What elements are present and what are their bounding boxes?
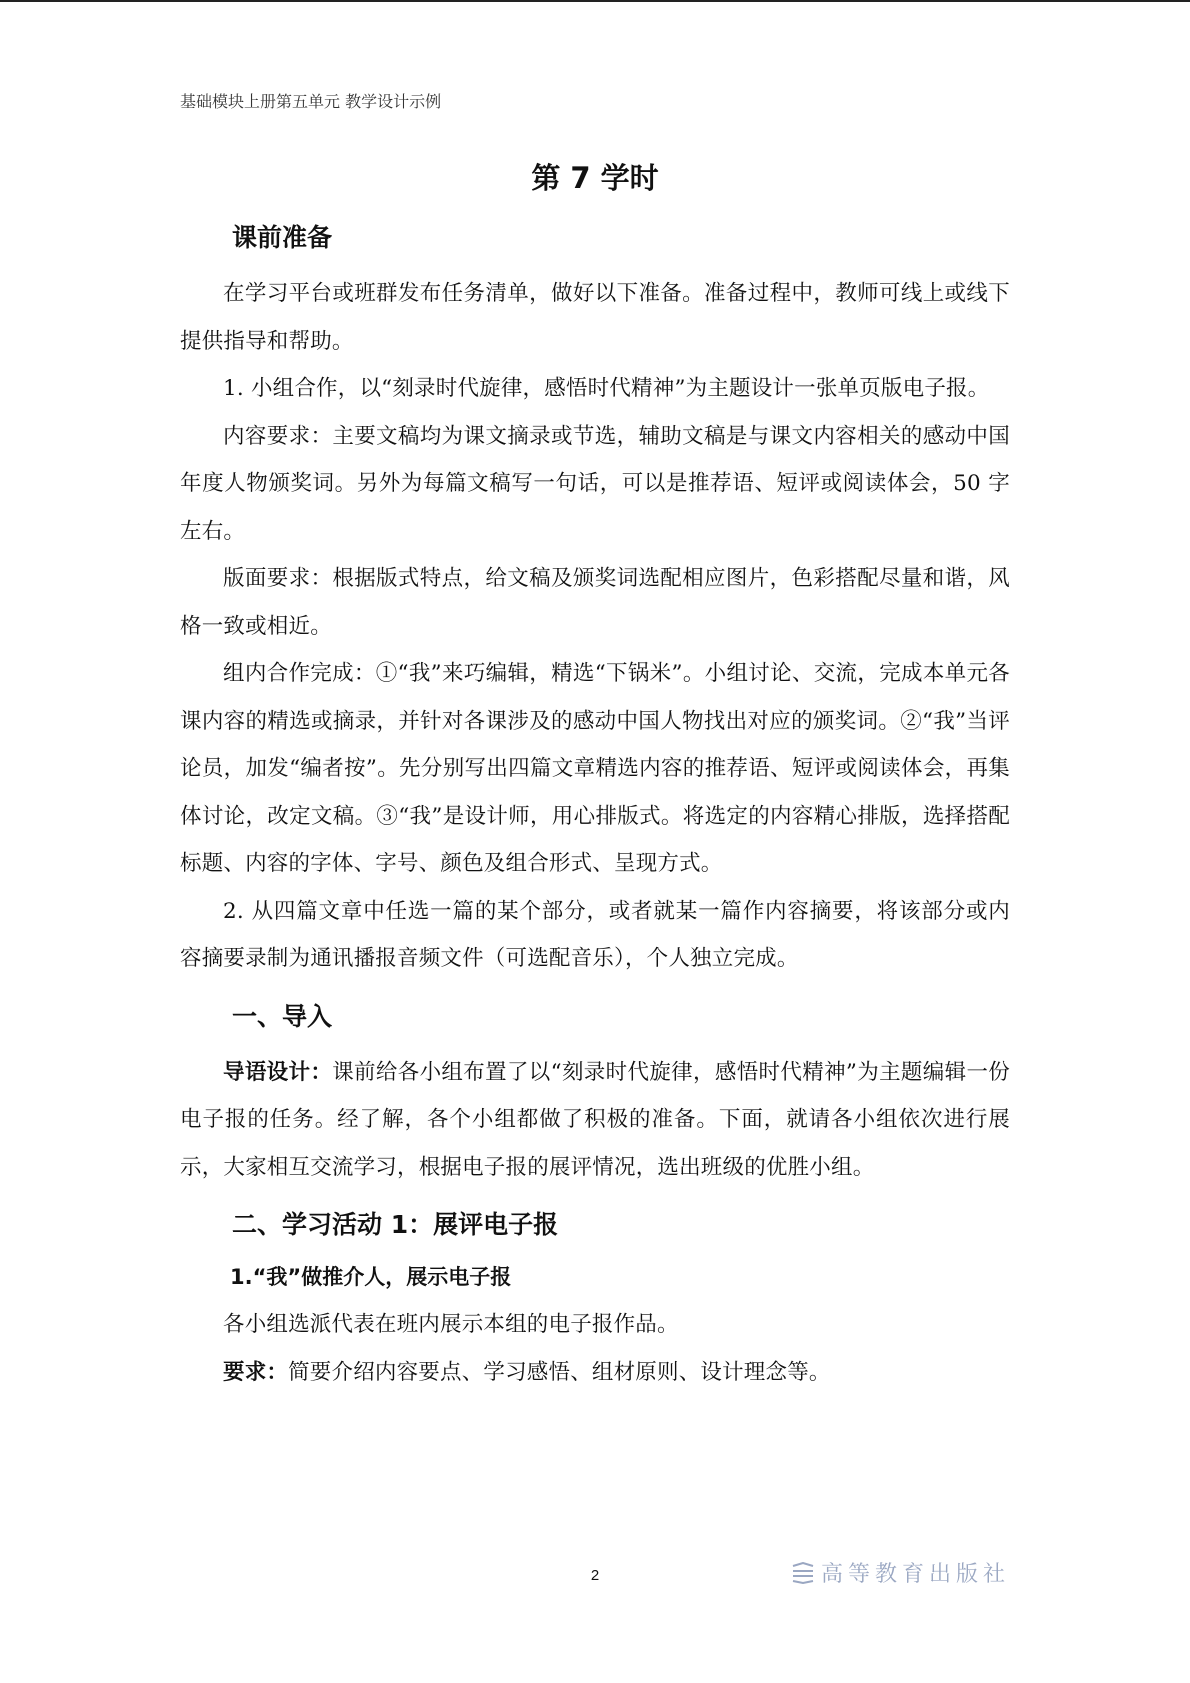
paragraph: 内容要求：主要文稿均为课文摘录或节选，辅助文稿是与课文内容相关的感动中国年度人物颁奖词。另外为每篇文稿写一句话，可以是推荐语、短评或阅读体会，50 字左右。 <box>180 423 1010 544</box>
section-heading-prep: 课前准备 <box>232 223 333 252</box>
document-body <box>180 218 1010 1396</box>
paragraph: 各小组选派代表在班内展示本组的电子报作品。 <box>223 1312 679 1337</box>
page-number: 2 <box>590 1567 600 1584</box>
sub-heading: 1.“我”做推介人，展示电子报 <box>230 1265 512 1289</box>
paragraph-text: 简要介绍内容要点、学习感悟、组材原则、设计理念等。 <box>288 1359 831 1385</box>
page-title: 第 7 学时 <box>531 161 659 195</box>
running-header: 基础模块上册第五单元 教学设计示例 <box>180 92 442 111</box>
section-heading-activity1: 二、学习活动 1：展评电子报 <box>232 1210 559 1239</box>
publisher-watermark <box>791 1557 1010 1588</box>
publisher-logo-icon <box>791 1562 815 1584</box>
paragraph-requirement <box>180 1349 1010 1397</box>
paragraph-text: 课前给各小组布置了以“刻录时代旋律，感悟时代精神”为主题编辑一份电子报的任务。经了解，各个小组都做了积极的准备。下面，就请各小组依次进行展示，大家相互交流学习，根据电子报的展评情况，选出班级的优胜小组。 <box>180 1059 1010 1180</box>
paragraph-intro <box>180 1049 1010 1192</box>
section-heading-intro: 一、导入 <box>232 1001 333 1031</box>
lead-label: 导语设计： <box>223 1059 333 1085</box>
paragraph: 在学习平台或班群发布任务清单，做好以下准备。准备过程中，教师可线上或线下提供指导和帮助。 <box>180 281 1010 354</box>
paragraph: 1. 小组合作，以“刻录时代旋律，感悟时代精神”为主题设计一张单页版电子报。 <box>223 376 990 401</box>
paragraph: 2. 从四篇文章中任选一篇的某个部分，或者就某一篇作内容摘要，将该部分或内容摘要录制为通讯播报音频文件（可选配音乐），个人独立完成。 <box>180 898 1010 971</box>
lead-label: 要求： <box>223 1359 289 1385</box>
publisher-name: 高等教育出版社 <box>820 1562 1010 1587</box>
paragraph: 组内合作完成：①“我”来巧编辑，精选“下锅米”。小组讨论、交流，完成本单元各课内容的精选或摘录，并针对各课涉及的感动中国人物找出对应的颁奖词。②“我”当评论员，加发“编者按”。先分别写出四篇文章精选内容的推荐语、短评或阅读体会，再集体讨论，改定文稿。③“我”是设计师，用心排版式。将选定的内容精心排版，选择搭配标题、内容的字体、字号、颜色及组合形式、呈现方式。 <box>180 661 1010 876</box>
document-page <box>180 0 1010 1683</box>
paragraph: 版面要求：根据版式特点，给文稿及颁奖词选配相应图片，色彩搭配尽量和谐，风格一致或相近。 <box>180 566 1010 639</box>
